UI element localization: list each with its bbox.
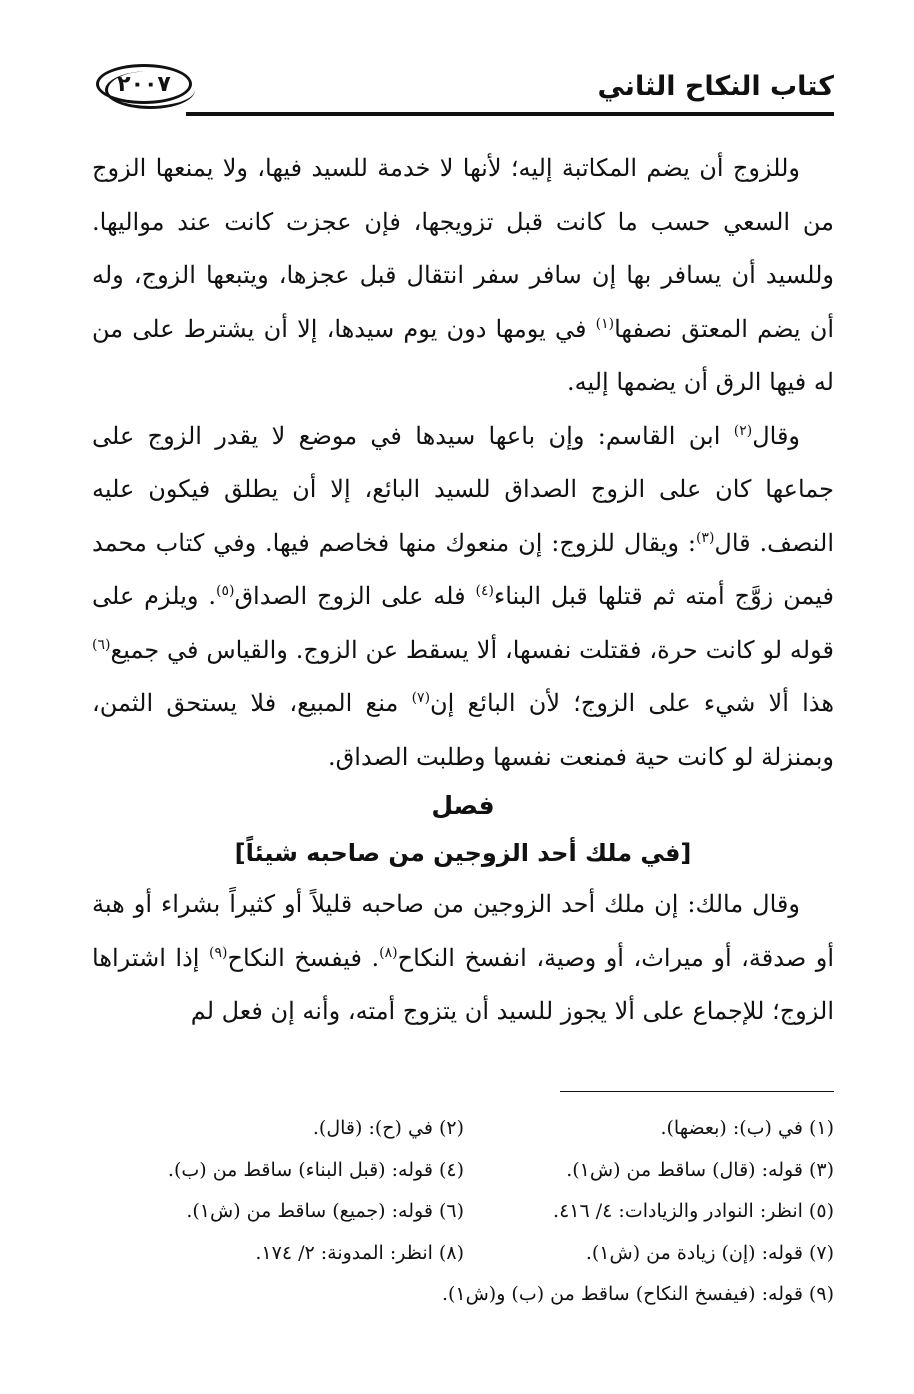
- footnote-ref-7[interactable]: (٧): [411, 690, 431, 706]
- footnote-2: (٢) في (ح): (قال).: [312, 1117, 464, 1139]
- footnote-separator: [560, 1091, 834, 1092]
- footnote-5: (٥) انظر: النوادر والزيادات: ٤/ ٤١٦.: [553, 1200, 834, 1222]
- paragraph-2-text-5: . ويلزم على قوله لو كانت حرة، فقتلت نفسها، ألا يسقط عن الزوج. والقياس في جميع: [92, 582, 834, 664]
- main-text: [92, 142, 834, 1039]
- footnote-4: (٤) قوله: (قبل البناء) ساقط من (ب).: [167, 1158, 464, 1181]
- footnote-row: [92, 1233, 834, 1275]
- footnote-ref-2[interactable]: (٢): [733, 422, 753, 439]
- header-rule: [186, 112, 834, 116]
- footnote-ref-9[interactable]: (٩): [208, 944, 228, 961]
- section-heading: فصل: [431, 791, 495, 820]
- footnote-3: (٣) قوله: (قال) ساقط من (ش١).: [566, 1158, 834, 1181]
- paragraph-2-text-1: وقال: [752, 421, 800, 450]
- footnotes: [92, 1108, 834, 1316]
- footnote-ref-3[interactable]: (٣): [695, 529, 715, 546]
- footnote-ref-6[interactable]: (٦): [92, 636, 111, 653]
- footnote-9: (٩) قوله: (فيفسخ النكاح) ساقط من (ب) و(ش١).: [441, 1283, 834, 1305]
- paragraph-3-text-1: وقال مالك: إن ملك أحد الزوجين من صاحبه قليلاً أو كثيراً بشراء أو هبة أو صدقة، أو ميراث، أو وصية، انفسخ النكاح: [92, 890, 834, 972]
- page-number: ٢٠٠٧: [117, 71, 171, 97]
- running-title: كتاب النكاح الثاني: [597, 71, 834, 102]
- footnote-ref-4[interactable]: (٤): [475, 583, 494, 599]
- footnote-6: (٦) قوله: (جميع) ساقط من (ش١).: [186, 1200, 464, 1222]
- footnote-row: [92, 1274, 834, 1316]
- footnote-8: (٨) انظر: المدونة: ٢/ ١٧٤.: [255, 1241, 464, 1264]
- paragraph-2-text-6: هذا ألا شيء على الزوج؛ لأن البائع إن: [430, 689, 835, 717]
- paragraph-1: [92, 142, 834, 410]
- paragraph-2-text-4: فله على الزوج الصداق: [234, 582, 476, 610]
- section-subheading: [في ملك أحد الزوجين من صاحبه شيئاً]: [234, 839, 692, 867]
- paragraph-2: [92, 410, 834, 785]
- page-header: [82, 62, 834, 124]
- footnote-ref-8[interactable]: (٨): [379, 944, 398, 961]
- paragraph-2-text-2: ابن القاسم: وإن باعها سيدها في موضع لا يقدر الزوج على جماعها كان على الزوج الصداق للسيد البائع، إلا أن يطلق فيكون عليه النصف. قال: [92, 421, 834, 557]
- footnote-ref-5[interactable]: (٥): [215, 583, 235, 599]
- paragraph-3: [92, 878, 834, 1039]
- paragraph-1-text-1: وللزوج أن يضم المكاتبة إليه؛ لأنها لا خدمة للسيد فيها، ولا يمنعها الزوج من السعي حسب ما كانت قبل تزويجها، فإن عجزت كانت عند مواليها. وللسيد أن يسافر بها إن سافر سفر انتقال قبل عجزها، ويتبعها الزوج، وله أن يضم المعتق نصفها: [92, 154, 835, 343]
- footnote-ref-1[interactable]: (١): [595, 315, 615, 332]
- footnote-7: (٧) قوله: (إن) زيادة من (ش١).: [585, 1241, 834, 1264]
- footnote-row: [92, 1108, 834, 1150]
- page-number-frame: [96, 64, 192, 104]
- paragraph-2-text-7: منع المبيع، فلا يستحق الثمن، وبمنزلة لو كانت حية فمنعت نفسها وطلبت الصداق.: [92, 689, 834, 771]
- footnote-row: [92, 1191, 834, 1233]
- paragraph-2-text-3: : ويقال للزوج: إن منعوك منها فخاصم فيها. وفي كتاب محمد فيمن زوَّج أمته ثم قتلها قبل البناء: [92, 528, 834, 610]
- paragraph-1-text-2: في يومها دون يوم سيدها، إلا أن يشترط على من له فيها الرق أن يضمها إليه.: [92, 314, 834, 396]
- footnote-1: (١) في (ب): (بعضها).: [660, 1117, 834, 1139]
- paragraph-3-text-3: إذا اشتراها الزوج؛ للإجماع على ألا يجوز للسيد أن يتزوج أمته، وأنه إن فعل لم: [92, 943, 834, 1025]
- footnote-row: [92, 1150, 834, 1192]
- paragraph-3-text-2: . فيفسخ النكاح: [227, 943, 380, 972]
